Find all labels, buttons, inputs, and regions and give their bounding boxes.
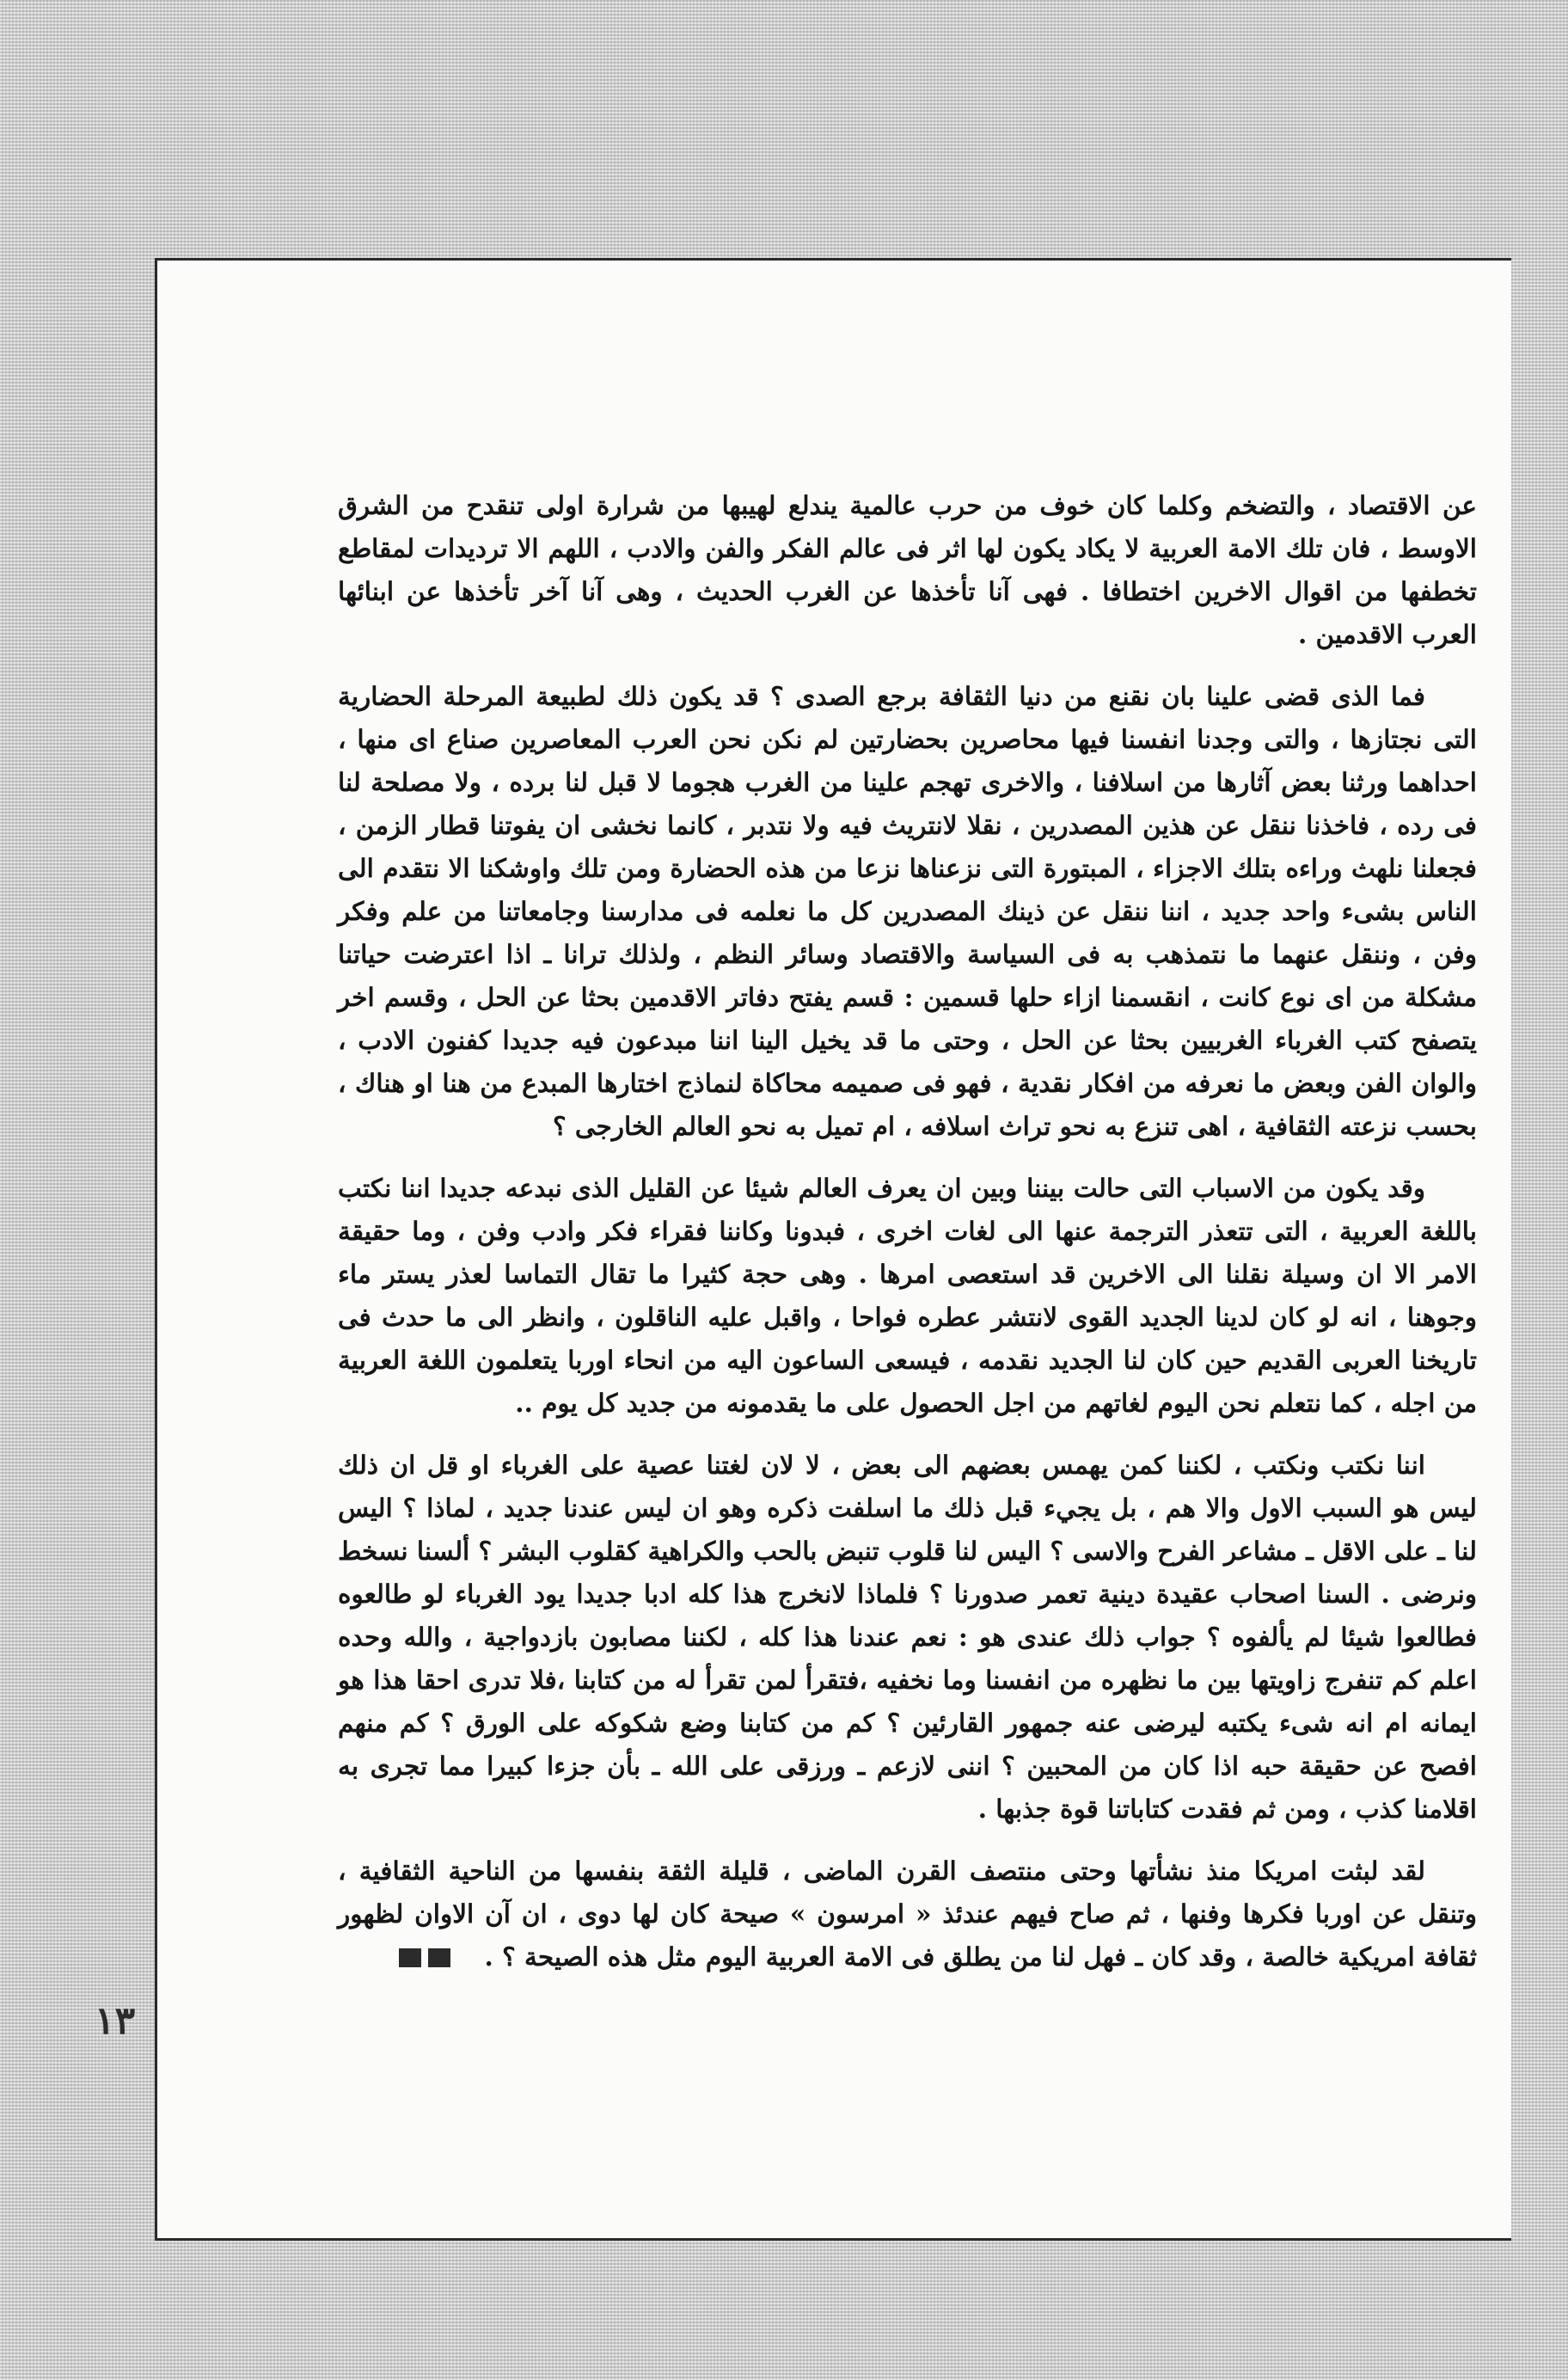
paragraph-1: عن الاقتصاد ، والتضخم وكلما كان خوف من حرب عالمية يندلع لهيبها من شرارة اولى تنقدح من الشرق الاوسط ، فان تلك الامة العربية لا يكاد يكون لها اثر فى عالم الفكر والفن والادب ، اللهم الا ترديدات لمقاطع تخطفها من اقوال الاخرين اختطافا . فهى آنا تأخذها عن الغرب الحديث ، وهى آنا آخر تأخذها عن ابنائها العرب الاقدمين .: [338, 490, 1477, 649]
article-body: [338, 484, 1477, 1999]
page-number: ١٣: [95, 1999, 136, 2043]
paragraph-5: [338, 1849, 1477, 1980]
paragraph-2: فما الذى قضى علينا بان نقنع من دنيا الثقافة برجع الصدى ؟ قد يكون ذلك لطبيعة المرحلة الحضارية التى نجتازها ، والتى وجدنا انفسنا فيها محاصرين بحضارتين لم نكن نحن العرب المعاصرين صناع اى منها ، احداهما ورثنا بعض آثارها من اسلافنا ، والاخرى تهجم علينا من الغرب هجوما لا قبل لنا برده ، ولا مصلحة لنا فى رده ، فاخذنا ننقل عن هذين المصدرين ، نقلا لانتريث فيه ولا نتدبر ، كانما نخشى ان يفوتنا قطار الزمن ، فجعلنا نلهث وراءه بتلك الاجزاء ، المبتورة التى نزعناها نزعا من هذه الحضارة ومن تلك واوشكنا الا نتقدم الى الناس بشىء واحد جديد ، اننا ننقل عن ذينك المصدرين كل ما نعلمه فى مدارسنا وجامعاتنا من علم وفكر وفن ، وننقل عنهما ما نتمذهب به فى السياسة والاقتصاد وسائر النظم ، ولذلك ترانا ـ اذا اعترضت حياتنا مشكلة من اى نوع كانت ، انقسمنا ازاء حلها قسمين : قسم يفتح دفاتر الاقدمين بحثا عن الحل ، وقسم اخر يتصفح كتب الغرباء الغربيين بحثا عن الحل ، وحتى ما قد يخيل الينا اننا مبدعون فيه جديدا كفنون الادب ، والوان الفن وبعض ما نعرفه من افكار نقدية ، فهو فى صميمه محاكاة لنماذج اختارها المبدع من هنا او هناك ، بحسب نزعته الثقافية ، اهى تنزع به نحو تراث اسلافه ، ام تميل به نحو العالم الخارجى ؟: [338, 681, 1477, 1141]
paragraph-3: وقد يكون من الاسباب التى حالت بيننا وبين ان يعرف العالم شيئا عن القليل الذى نبدعه جديدا اننا نكتب باللغة العربية ، التى تتعذر الترجمة عنها الى لغات اخرى ، فبدونا وكاننا فقراء فكر وادب وفن ، وما حقيقة الامر الا ان وسيلة نقلنا الى الاخرين قد استعصى امرها . وهى حجة كثيرا ما تقال التماسا لعذر يستر ماء وجوهنا ، انه لو كان لدينا الجديد القوى لانتشر عطره فواحا ، واقبل عليه الناقلون ، وانظر الى ما حدث فى تاريخنا العربى القديم حين كان لنا الجديد نقدمه ، فيسعى الساعون اليه من انحاء اوربا يتعلمون اللغة العربية من اجله ، كما نتعلم نحن اليوم لغاتهم من اجل الحصول على ما يقدمونه من جديد كل يوم ..: [338, 1173, 1477, 1418]
paragraph-5-text: لقد لبثت امريكا منذ نشأتها وحتى منتصف القرن الماضى ، قليلة الثقة بنفسها من الناحية الثقافية ، وتنقل عن اوربا فكرها وفنها ، ثم صاح فيهم عندئذ « امرسون » صيحة كان لها دوى ، ان آن الاوان لظهور ثقافة امريكية خالصة ، وقد كان ـ فهل لنا من يطلق فى الامة العربية اليوم مثل هذه الصيحة ؟ .: [338, 1856, 1477, 1972]
page-sheet: [155, 258, 1511, 2241]
paragraph-4: اننا نكتب ونكتب ، لكننا كمن يهمس بعضهم الى بعض ، لا لان لغتنا عصية على الغرباء او قل ان ذلك ليس هو السبب الاول والا هم ، بل يجيء قبل ذلك ما اسلفت ذكره وهو ان ليس عندنا جديد ، لماذا ؟ اليس لنا ـ على الاقل ـ مشاعر الفرح والاسى ؟ اليس لنا قلوب تنبض بالحب والكراهية كقلوب البشر ؟ ألسنا نسخط ونرضى . السنا اصحاب عقيدة دينية تعمر صدورنا ؟ فلماذا لانخرج هذا كله ادبا جديدا يود الغرباء لو طالعوه فطالعوا شيئا لم يألفوه ؟ جواب ذلك عندى هو : نعم عندنا هذا كله ، لكننا مصابون بازدواجية ، والله وحده اعلم كم تنفرج زاويتها بين ما نظهره من انفسنا وما نخفيه ،فتقرأ لمن تقرأ له من كتابنا ،فلا تدرى احقا هذا هو ايمانه ام انه شىء يكتبه ليرضى عنه جمهور القارئين ؟ كم من كتابنا وضع شكوكه على الورق ؟ كم منهم افصح عن حقيقة حبه اذا كان من المحبين ؟ اننى لازعم ـ ورزقى على الله ـ بأن جزءا كبيرا مما تجرى به اقلامنا كذب ، ومن ثم فقدت كتاباتنا قوة جذبها .: [338, 1450, 1478, 1824]
end-of-article-mark-icon: [340, 1937, 450, 1980]
